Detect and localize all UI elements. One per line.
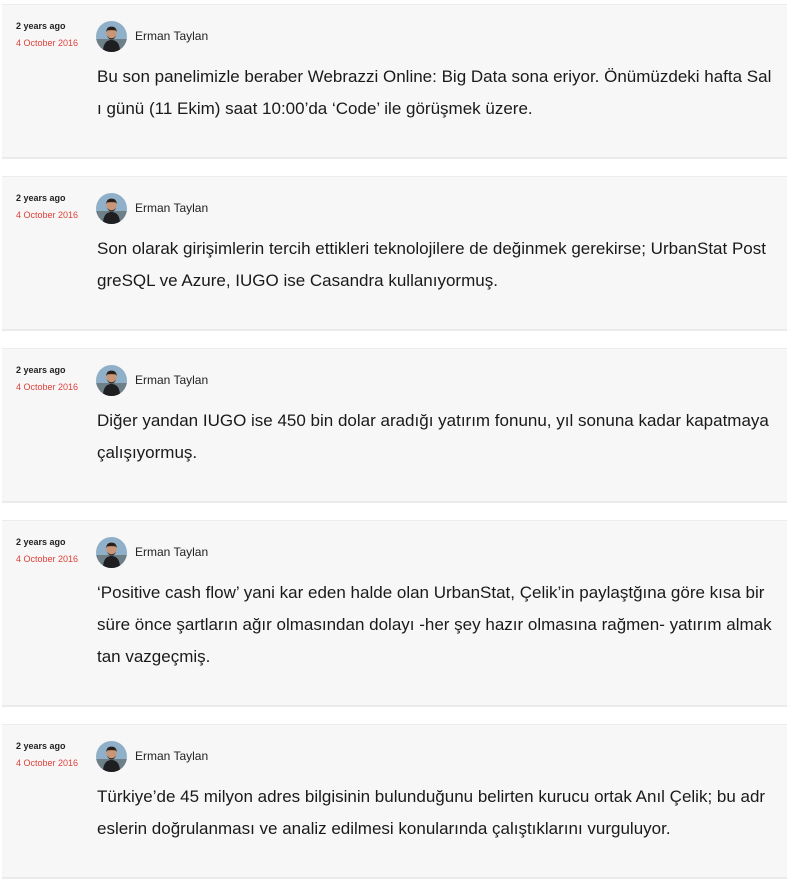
live-entry: [2, 176, 787, 331]
author-name: Erman Taylan: [135, 545, 209, 559]
author-avatar: [96, 741, 127, 772]
author: [96, 740, 208, 772]
author: [96, 192, 208, 224]
author-name: Erman Taylan: [135, 749, 209, 763]
author-name: Erman Taylan: [135, 201, 209, 215]
entry-date[interactable]: 4 October 2016: [16, 758, 79, 768]
entry-time: [16, 741, 96, 769]
author-avatar: [96, 537, 127, 568]
entry-time: [16, 21, 96, 49]
entry-text: ‘Positive cash flow’ yani kar eden halde olan UrbanStat, Çelik’in paylaştğına göre kısa bir süre önce şartların ağır olmasından dolayı -her şey hazır olmasına rağmen- yatırım almaktan vazgeçmiş.: [97, 583, 772, 666]
relative-time: 2 years ago: [16, 21, 66, 31]
entry-date[interactable]: 4 October 2016: [16, 38, 79, 48]
relative-time: 2 years ago: [16, 193, 66, 203]
entry-text: Türkiye’de 45 milyon adres bilgisinin bulunduğunu belirten kurucu ortak Anıl Çelik; bu adreslerin doğrulanması ve analiz edilmesi konularında çalıştıklarını vurguluyor.: [97, 787, 766, 838]
relative-time: 2 years ago: [16, 365, 66, 375]
entry-text: Bu son panelimizle beraber Webrazzi Online: Big Data sona eriyor. Önümüzdeki hafta Salı günü (11 Ekim) saat 10:00’da ‘Code’ ile görüşmek üzere.: [97, 67, 772, 118]
entry-text: Diğer yandan IUGO ise 450 bin dolar aradığı yatırım fonunu, yıl sonuna kadar kapatmaya çalışıyormuş.: [97, 411, 769, 462]
author-avatar: [96, 193, 127, 224]
author: [96, 364, 208, 396]
author-avatar: [96, 21, 127, 52]
author-name: Erman Taylan: [135, 373, 209, 387]
live-entry: [2, 348, 787, 503]
live-entry: [2, 520, 787, 707]
relative-time: 2 years ago: [16, 537, 66, 547]
live-entry: [2, 4, 787, 159]
author-avatar: [96, 365, 127, 396]
entry-time: [16, 193, 96, 221]
entry-text: Son olarak girişimlerin tercih ettikleri teknolojilere de değinmek gerekirse; UrbanStat PostgreSQL ve Azure, IUGO ise Casandra kullanıyormuş.: [97, 239, 766, 290]
author: [96, 536, 208, 568]
live-entry: [2, 724, 787, 879]
relative-time: 2 years ago: [16, 741, 66, 751]
author-name: Erman Taylan: [135, 29, 209, 43]
entry-time: [16, 537, 96, 565]
entry-time: [16, 365, 96, 393]
entry-date[interactable]: 4 October 2016: [16, 554, 79, 564]
entry-date[interactable]: 4 October 2016: [16, 382, 79, 392]
author: [96, 20, 208, 52]
entry-date[interactable]: 4 October 2016: [16, 210, 79, 220]
